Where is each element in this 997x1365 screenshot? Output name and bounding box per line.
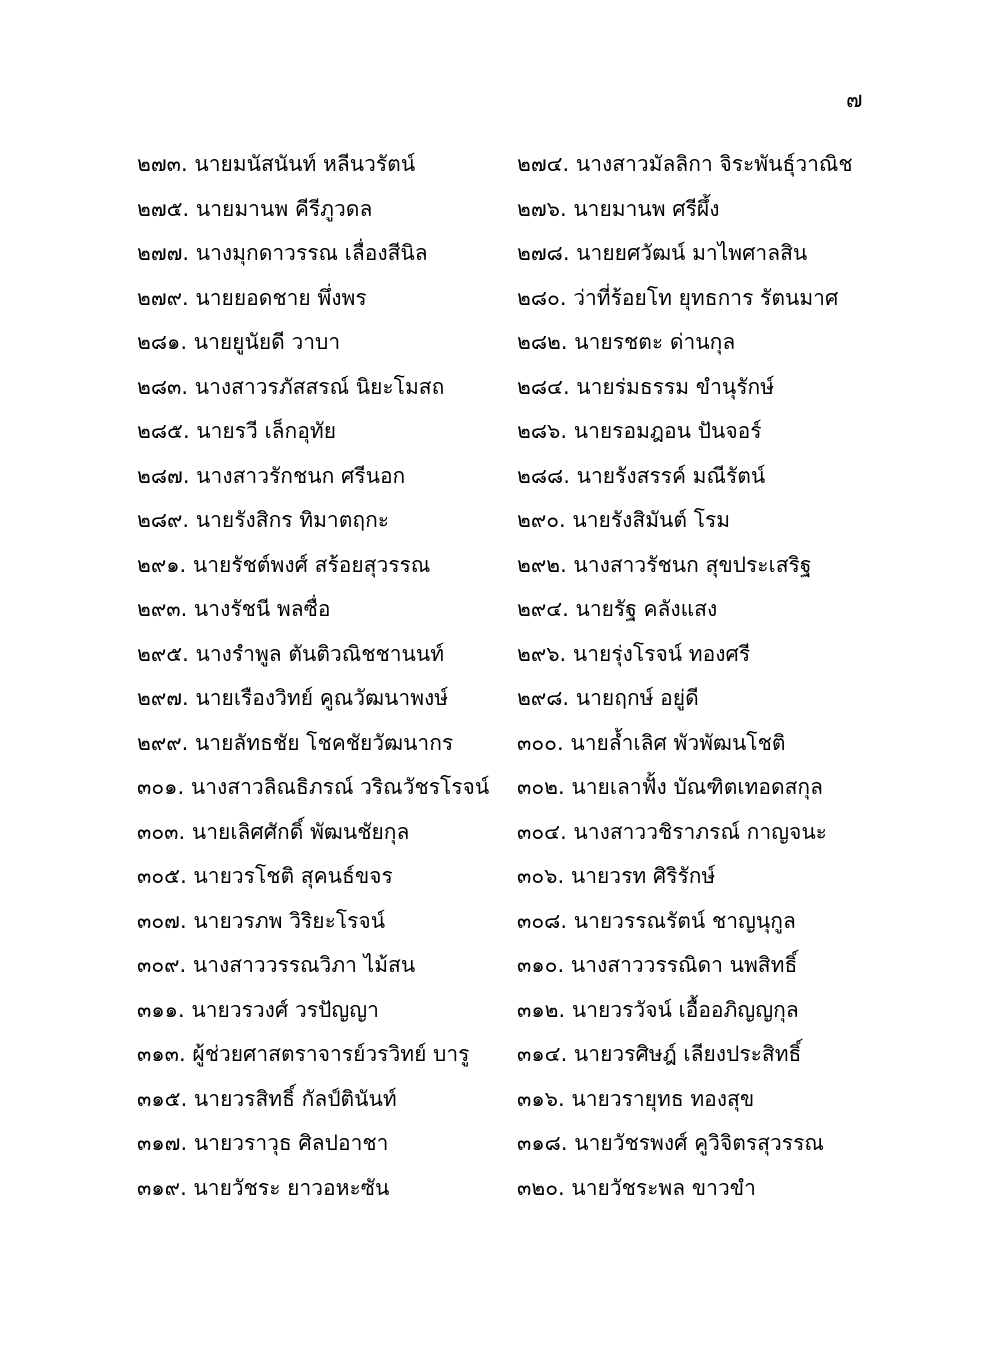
list-item: ๓๑๑. นายวรวงศ์ วรปัญญา: [137, 997, 379, 1022]
list-item: ๓๑๙. นายวัชระ ยาวอหะซัน: [137, 1175, 390, 1200]
list-item: ๒๙๓. นางรัชนี พลซื่อ: [137, 597, 331, 621]
list-item: ๓๑๒. นายวรวัจน์ เอื้ออภิญญกุล: [517, 997, 799, 1022]
list-item: ๓๐๑. นางสาวลิณธิภรณ์ วริณวัชรโรจน์: [137, 775, 490, 799]
list-item: ๒๗๙. นายยอดชาย พึ่งพร: [137, 285, 367, 310]
list-item: ๒๘๓. นางสาวรภัสสรณ์ นิยะโมสถ: [137, 374, 445, 399]
list-item: ๓๐๘. นายวรรณรัตน์ ชาญนุกูล: [517, 908, 796, 933]
list-item: ๒๙๕. นางรำพูล ตันติวณิชชานนท์: [137, 641, 445, 666]
list-item: ๒๙๗. นายเรืองวิทย์ คูณวัฒนาพงษ์: [137, 686, 449, 710]
list-item: ๒๙๖. นายรุ่งโรจน์ ทองศรี: [517, 641, 751, 666]
list-item: ๓๑๖. นายวรายุทธ ทองสุข: [517, 1086, 755, 1111]
list-item: ๒๗๓. นายมนัสนันท์ หลีนวรัตน์: [137, 152, 416, 176]
list-item: ๒๘๐. ว่าที่ร้อยโท ยุทธการ รัตนมาศ: [517, 285, 839, 310]
list-item: ๓๐๔. นางสาววชิราภรณ์ กาญจนะ: [517, 819, 827, 844]
list-item: ๒๘๖. นายรอมฎอน ปันจอร์: [517, 419, 762, 443]
list-item: ๒๘๙. นายรังสิกร ทิมาตฤกะ: [137, 508, 390, 532]
name-list: [137, 146, 897, 1214]
list-item: ๒๙๑. นายรัชต์พงศ์ สร้อยสุวรรณ: [137, 552, 431, 577]
list-item: ๓๐๖. นายวรท ศิริรักษ์: [517, 864, 716, 888]
list-item: ๓๐๗. นายวรภพ วิริยะโรจน์: [137, 908, 386, 933]
list-item: ๒๙๙. นายลัทธชัย โชคชัยวัฒนากร: [137, 730, 454, 755]
list-item: ๓๐๙. นางสาววรรณวิภา ไม้สน: [137, 953, 416, 977]
list-item: ๓๑๘. นายวัชรพงศ์ คูวิจิตรสุวรรณ: [517, 1131, 824, 1155]
list-item: ๒๘๒. นายรชตะ ด่านกุล: [517, 330, 736, 354]
list-item: ๓๐๕. นายวรโชติ สุคนธ์ขจร: [137, 864, 393, 888]
list-item: ๓๒๐. นายวัชระพล ขาวขำ: [517, 1175, 756, 1200]
list-item: ๓๐๒. นายเลาฟั้ง บัณฑิตเทอดสกุล: [517, 775, 824, 799]
list-item: ๓๑๔. นายวรศิษฎ์ เลียงประสิทธิ์: [517, 1042, 802, 1066]
list-item: ๓๑๗. นายวราวุธ ศิลปอาชา: [137, 1131, 389, 1155]
list-item: ๓๐๐. นายล้ำเลิศ พัวพัฒนโชติ: [517, 730, 786, 755]
list-item: ๒๙๘. นายฤกษ์ อยู่ดี: [517, 686, 699, 710]
list-item: ๒๗๔. นางสาวมัลลิกา จิระพันธุ์วาณิช: [517, 152, 853, 176]
list-item: ๒๘๕. นายรวี เล็กอุทัย: [137, 419, 337, 443]
list-item: ๒๘๑. นายยูนัยดี วาบา: [137, 330, 341, 354]
page-number: ๗: [846, 88, 863, 113]
list-item: ๒๙๒. นางสาวรัชนก สุขประเสริฐ: [517, 552, 812, 577]
list-item: ๒๗๖. นายมานพ ศรีผึ้ง: [517, 196, 720, 221]
list-item: ๓๐๓. นายเลิศศักดิ์ พัฒนชัยกุล: [137, 819, 410, 844]
list-item: ๒๙๐. นายรังสิมันต์ โรม: [517, 508, 731, 532]
list-item: ๓๑๓. ผู้ช่วยศาสตราจารย์วรวิทย์ บารู: [137, 1042, 470, 1066]
list-item: ๒๗๕. นายมานพ คีรีภูวดล: [137, 196, 373, 221]
list-item: ๒๘๔. นายร่มธรรม ขำนุรักษ์: [517, 374, 775, 399]
list-item: ๒๗๗. นางมุกดาวรรณ เลื่องสีนิล: [137, 241, 428, 265]
list-item: ๒๗๘. นายยศวัฒน์ มาไพศาลสิน: [517, 241, 808, 265]
list-item: ๒๘๗. นางสาวรักชนก ศรีนอก: [137, 463, 406, 488]
list-item: ๒๙๔. นายรัฐ คลังแสง: [517, 597, 718, 621]
list-item: ๓๑๐. นางสาววรรณิดา นพสิทธิ์: [517, 953, 798, 977]
list-item: ๓๑๕. นายวรสิทธิ์ กัลป์ตินันท์: [137, 1086, 397, 1111]
list-item: ๒๘๘. นายรังสรรค์ มณีรัตน์: [517, 463, 766, 488]
